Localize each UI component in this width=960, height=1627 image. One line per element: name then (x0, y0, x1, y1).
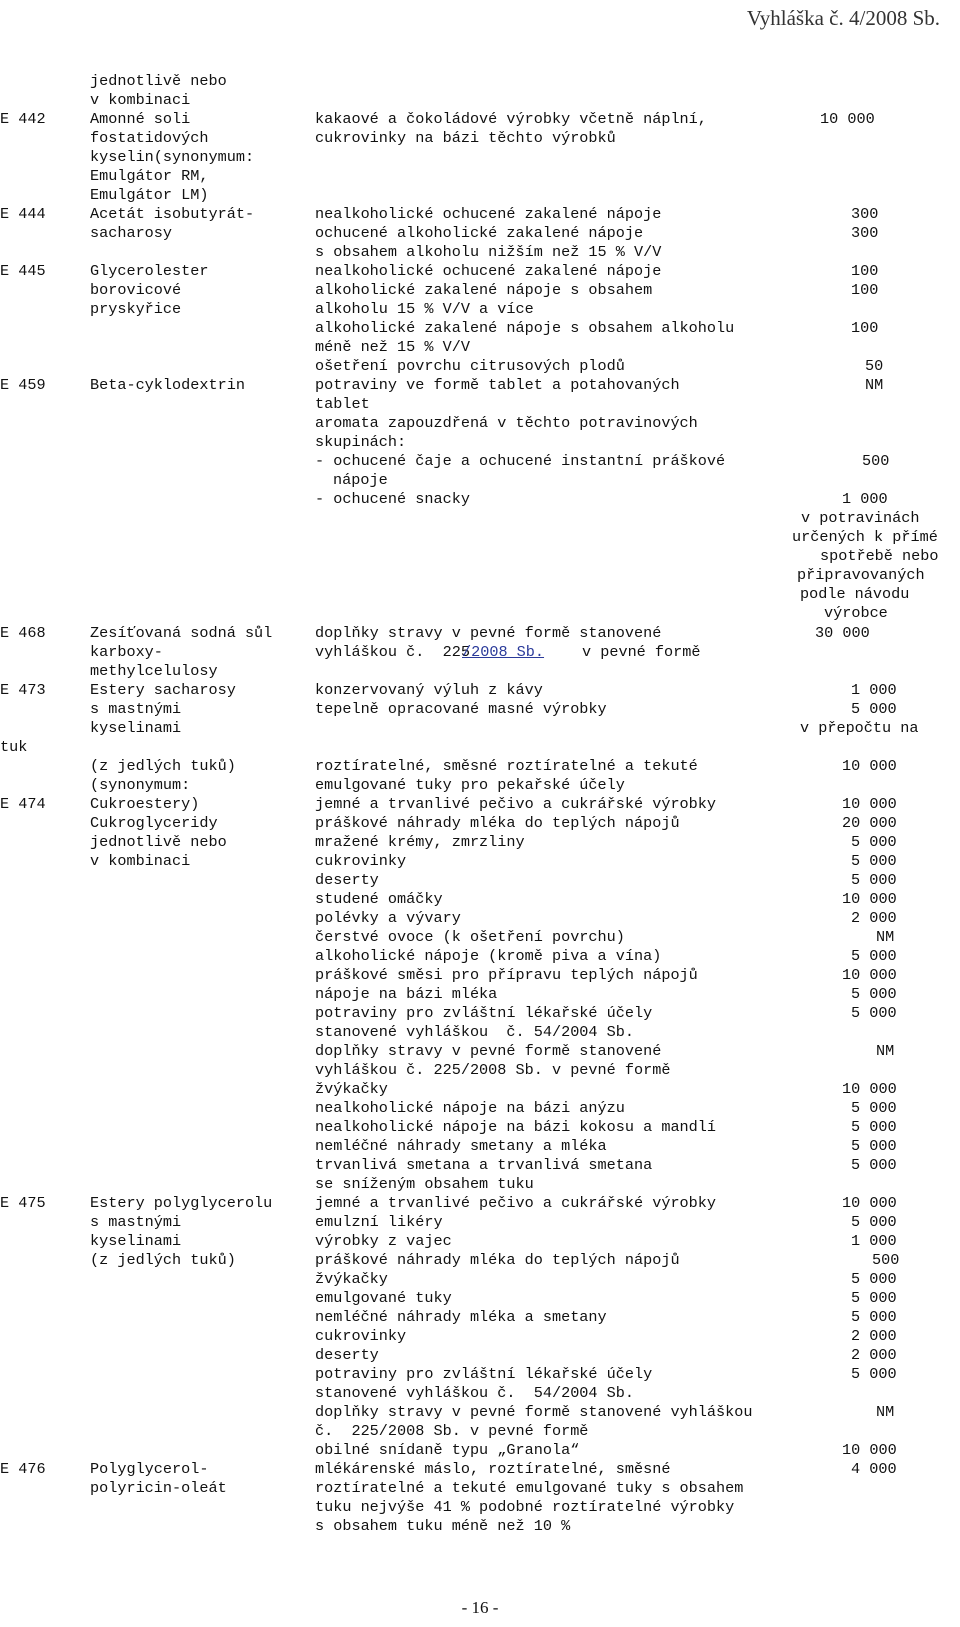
table-cell-text: mlékárenské máslo, roztíratelné, směsné (315, 1460, 671, 1478)
table-cell-text: podle návodu (800, 585, 910, 603)
table-cell-text: (z jedlých tuků) (90, 1251, 236, 1269)
table-cell-text: sacharosy (90, 224, 173, 242)
table-cell-text: roztíratelné, směsné roztíratelné a tekuté (315, 757, 698, 775)
table-cell-text: výrobce (824, 604, 888, 622)
table-cell-text: studené omáčky (315, 890, 443, 908)
table-cell-text: - ochucené snacky (315, 490, 470, 508)
table-cell-text: Emulgátor LM) (90, 186, 209, 204)
table-cell-text: 1 000 (851, 681, 897, 699)
table-cell-text: obilné snídaně typu „Granola“ (315, 1441, 580, 1459)
table-cell-text: jednotlivě nebo (90, 833, 227, 851)
table-cell-text: doplňky stravy v pevné formě stanovené (315, 624, 662, 642)
table-cell-text: ochucené alkoholické zakalené nápoje (315, 224, 644, 242)
table-cell-text: práškové náhrady mléka do teplých nápojů (315, 1251, 680, 1269)
table-cell-text: E 474 (0, 795, 46, 813)
table-cell-text: 5 000 (851, 1365, 897, 1383)
table-cell-text: žvýkačky (315, 1270, 388, 1288)
page-number: - 16 - (461, 1598, 499, 1617)
table-cell-text: 5 000 (851, 985, 897, 1003)
table-cell-text: NM (865, 376, 884, 394)
table-cell-text: (z jedlých tuků) (90, 757, 236, 775)
table-cell-text: 50 (865, 357, 884, 375)
table-cell-text: E 476 (0, 1460, 46, 1478)
table-cell-text: tablet (315, 395, 370, 413)
table-cell-text: 300 (851, 205, 879, 223)
table-cell-text: E 442 (0, 110, 46, 128)
table-cell-text: cukrovinky (315, 852, 407, 870)
table-cell-text: určených k přímé (792, 528, 938, 546)
table-cell-text: s mastnými (90, 700, 182, 718)
table-cell-text: E 445 (0, 262, 46, 280)
table-cell-text: deserty (315, 1346, 379, 1364)
running-header: Vyhláška č. 4/2008 Sb. (746, 6, 940, 30)
table-cell-text: Polyglycerol- (90, 1460, 209, 1478)
table-cell-text: kyselinami (90, 1232, 182, 1250)
table-cell-text: v pevné formě (582, 643, 701, 661)
table-cell-text: doplňky stravy v pevné formě stanovené (315, 1042, 662, 1060)
table-cell-text: alkoholické nápoje (kromě piva a vína) (315, 947, 662, 965)
table-cell-text: č. 225/2008 Sb. v pevné formě (315, 1422, 589, 1440)
table-cell-text: Cukroestery) (90, 795, 200, 813)
table-cell-text: Amonné soli (90, 110, 191, 128)
table-cell-text: E 468 (0, 624, 46, 642)
table-cell-text: výrobky z vajec (315, 1232, 452, 1250)
table-cell-text: NM (876, 928, 895, 946)
table-cell-text: alkoholické zakalené nápoje s obsahem alkoholu (315, 319, 735, 337)
table-cell-text: NM (876, 1403, 895, 1421)
table-cell-text: nealkoholické ochucené zakalené nápoje (315, 205, 662, 223)
table-cell-text: potraviny pro zvláštní lékařské účely (315, 1004, 653, 1022)
table-cell-text: E 473 (0, 681, 46, 699)
table-cell-text: 10 000 (842, 795, 897, 813)
table-cell-text: tuk (0, 738, 28, 756)
table-cell-text: 5 000 (851, 1118, 897, 1136)
table-cell-text: 2 000 (851, 909, 897, 927)
table-cell-text: polyricin-oleát (90, 1479, 227, 1497)
table-cell-text: Beta-cyklodextrin (90, 376, 245, 394)
table-cell-text: Zesíťovaná sodná sůl (90, 624, 273, 642)
table-cell-text: - ochucené čaje a ochucené instantní práškové (315, 452, 726, 470)
table-cell-text: potraviny pro zvláštní lékařské účely (315, 1365, 653, 1383)
table-cell-text: nápoje na bázi mléka (315, 985, 498, 1003)
table-cell-text: emulgované tuky pro pekařské účely (315, 776, 625, 794)
table-cell-text: 10 000 (842, 966, 897, 984)
table-cell-text: 4 000 (851, 1460, 897, 1478)
table-cell-text: v potravinách (801, 509, 920, 527)
table-cell-text: 500 (862, 452, 890, 470)
table-cell-text: spotřebě nebo (820, 547, 939, 565)
table-cell-text: 5 000 (851, 852, 897, 870)
table-cell-text: 300 (851, 224, 879, 242)
table-cell-text: 500 (872, 1251, 900, 1269)
table-cell-text: 100 (851, 319, 879, 337)
table-cell-text: emulgované tuky (315, 1289, 452, 1307)
table-cell-text: v kombinaci (90, 852, 191, 870)
table-cell-text: se sníženým obsahem tuku (315, 1175, 534, 1193)
table-cell-text: NM (876, 1042, 895, 1060)
table-cell-text: jemné a trvanlivé pečivo a cukrářské výrobky (315, 795, 717, 813)
table-cell-text: 1 000 (851, 1232, 897, 1250)
table-cell-text: 5 000 (851, 1213, 897, 1231)
table-cell-text: kyselinami (90, 719, 182, 737)
table-cell-text: kakaové a čokoládové výrobky včetně náplní, (315, 110, 707, 128)
table-cell-text: E 459 (0, 376, 46, 394)
table-cell-text: Emulgátor RM, (90, 167, 209, 185)
table-cell-text: 10 000 (842, 757, 897, 775)
table-cell-text: kyselin(synonymum: (90, 148, 255, 166)
table-cell-text: 5 000 (851, 833, 897, 851)
table-cell-text: potraviny ve formě tablet a potahovaných (315, 376, 680, 394)
table-cell-text: cukrovinky (315, 1327, 407, 1345)
table-cell-text: jemné a trvanlivé pečivo a cukrářské výrobky (315, 1194, 717, 1212)
table-cell-text: 5 000 (851, 1004, 897, 1022)
table-cell-text: cukrovinky na bázi těchto výrobků (315, 129, 616, 147)
table-cell-text: 5 000 (851, 871, 897, 889)
table-cell-text: Cukroglyceridy (90, 814, 218, 832)
table-cell-text: 10 000 (842, 890, 897, 908)
table-cell-text: 100 (851, 262, 879, 280)
table-cell-text: methylcelulosy (90, 662, 218, 680)
table-cell-text: tuku nejvýše 41 % podobné roztíratelné výrobky (315, 1498, 735, 1516)
table-cell-text: s obsahem alkoholu nižším než 15 % V/V (315, 243, 662, 261)
table-cell-text: deserty (315, 871, 379, 889)
table-cell-text: 2 000 (851, 1346, 897, 1364)
table-cell-text: mražené krémy, zmrzliny (315, 833, 525, 851)
table-cell-text: Glycerolester (90, 262, 209, 280)
table-cell-text: 30 000 (815, 624, 870, 642)
table-cell-text: 5 000 (851, 1156, 897, 1174)
table-cell-text: konzervovaný výluh z kávy (315, 681, 543, 699)
table-cell-text: připravovaných (797, 566, 925, 584)
table-cell-text: polévky a vývary (315, 909, 461, 927)
table-cell-text: 10 000 (842, 1080, 897, 1098)
table-cell-text: E 475 (0, 1194, 46, 1212)
table-cell-text: stanovené vyhláškou č. 54/2004 Sb. (315, 1023, 634, 1041)
table-cell-text: Estery sacharosy (90, 681, 236, 699)
table-cell-text: ošetření povrchu citrusových plodů (315, 357, 625, 375)
table-cell-text: s obsahem tuku méně než 10 % (315, 1517, 571, 1535)
table-cell-text: 2 000 (851, 1327, 897, 1345)
table-cell-text: 5 000 (851, 1137, 897, 1155)
table-cell-text: emulzní likéry (315, 1213, 443, 1231)
table-cell-text: 20 000 (842, 814, 897, 832)
table-cell-text: čerstvé ovoce (k ošetření povrchu) (315, 928, 625, 946)
table-cell-text: v přepočtu na (800, 719, 919, 737)
table-cell-text: 10 000 (842, 1441, 897, 1459)
table-cell-text: 5 000 (851, 700, 897, 718)
table-cell-text: nealkoholické ochucené zakalené nápoje (315, 262, 662, 280)
table-cell-text: s mastnými (90, 1213, 182, 1231)
table-cell-text: 5 000 (851, 947, 897, 965)
table-cell-text: nápoje (333, 471, 388, 489)
table-cell-text: skupinách: (315, 433, 407, 451)
table-cell-text: v kombinaci (90, 91, 191, 109)
table-cell-text: borovicové (90, 281, 182, 299)
table-cell-text: aromata zapouzdřená v těchto potravinových (315, 414, 698, 432)
table-cell-text: 1 000 (842, 490, 888, 508)
table-cell-text: pryskyřice (90, 300, 182, 318)
table-cell-text: 5 000 (851, 1308, 897, 1326)
table-cell-text: stanovené vyhláškou č. 54/2004 Sb. (315, 1384, 634, 1402)
table-cell-text: nemléčné náhrady smetany a mléka (315, 1137, 607, 1155)
table-cell-text: nemléčné náhrady mléka a smetany (315, 1308, 607, 1326)
table-cell-text: nealkoholické nápoje na bázi anýzu (315, 1099, 625, 1117)
table-cell-text: E 444 (0, 205, 46, 223)
table-cell-text: roztíratelné a tekuté emulgované tuky s obsahem (315, 1479, 744, 1497)
table-cell-text: alkoholu 15 % V/V a více (315, 300, 534, 318)
table-cell-text: vyhláškou č. 225 (315, 643, 470, 661)
table-cell-text: 100 (851, 281, 879, 299)
table-cell-text: práškové náhrady mléka do teplých nápojů (315, 814, 680, 832)
table-cell-text: Acetát isobutyrát- (90, 205, 255, 223)
table-cell-text: žvýkačky (315, 1080, 388, 1098)
table-cell-text: nealkoholické nápoje na bázi kokosu a mandlí (315, 1118, 717, 1136)
table-cell-text: 10 000 (842, 1194, 897, 1212)
table-cell-text: Estery polyglycerolu (90, 1194, 273, 1212)
table-cell-text: 5 000 (851, 1099, 897, 1117)
table-cell-text: 5 000 (851, 1270, 897, 1288)
table-cell-text: alkoholické zakalené nápoje s obsahem (315, 281, 653, 299)
table-cell-text: jednotlivě nebo (90, 72, 227, 90)
table-cell-text: karboxy- (90, 643, 163, 661)
table-cell-text: tepelně opracované masné výrobky (315, 700, 607, 718)
table-cell-text: fostatidových (90, 129, 209, 147)
table-cell-text: práškové směsi pro přípravu teplých nápojů (315, 966, 698, 984)
table-cell-text: 10 000 (820, 110, 875, 128)
table-cell-text: vyhláškou č. 225/2008 Sb. v pevné formě (315, 1061, 671, 1079)
table-cell-text: trvanlivá smetana a trvanlivá smetana (315, 1156, 653, 1174)
table-cell-text: (synonymum: (90, 776, 191, 794)
law-reference-link[interactable]: /2008 Sb. (462, 643, 545, 661)
table-cell-text: 5 000 (851, 1289, 897, 1307)
table-cell-text: méně než 15 % V/V (315, 338, 470, 356)
table-cell-text: doplňky stravy v pevné formě stanovené vyhláškou (315, 1403, 753, 1421)
